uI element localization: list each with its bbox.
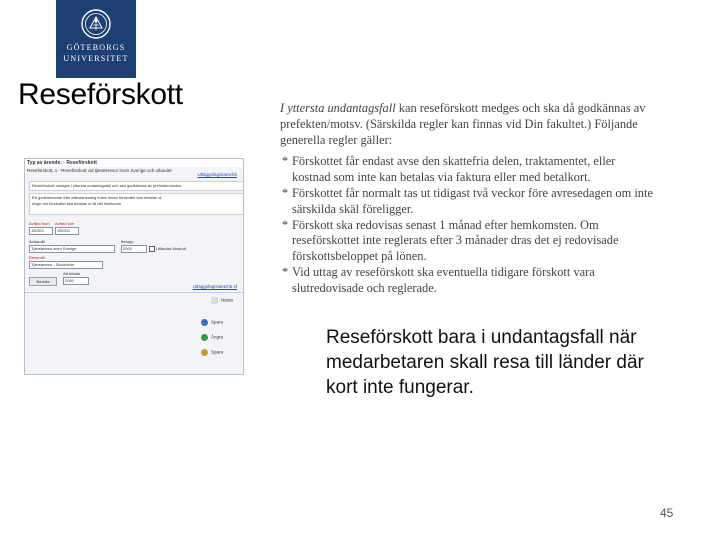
next-arrow-icon <box>211 297 218 304</box>
label-other: Utländsk förskott <box>156 246 186 251</box>
side-button-1[interactable] <box>201 319 223 326</box>
form-help-link[interactable]: Utläggsfägistaetchb <box>197 172 237 177</box>
logo-line-1: GÖTEBORGS <box>66 43 126 52</box>
label-paid: Att betala <box>63 271 80 276</box>
form-screenshot <box>24 158 244 375</box>
undo-button-label: Ångra <box>211 334 224 340</box>
form-divider <box>25 292 243 293</box>
rule-item: * Förskottet får normalt tas ut tidigast två veckor före avresedagen om inte särskilda skäl föreligger. <box>280 186 655 218</box>
rules-intro-text: kan reseförskott medges och ska då godkännas av prefekten/motsv. (Särskilda regler kan finnas vid Din fakultet.) Följande generella regler gäller: <box>280 101 646 147</box>
label-amount: Belopp <box>121 239 134 244</box>
save-icon <box>201 319 208 326</box>
undo-icon <box>201 334 208 341</box>
rules-intro <box>280 101 655 148</box>
side-button-1-label: Spara <box>211 319 224 325</box>
foreign-advance-checkbox[interactable] <box>149 246 155 252</box>
save-icon-2 <box>201 349 208 356</box>
amount-field[interactable]: 2000 <box>121 245 147 253</box>
label-purpose: Ändamål <box>29 239 45 244</box>
form-note-1: Reseförskott medges i yttersta undantagsfall och ska godkännas av prefekten/motsv. <box>29 181 244 191</box>
label-from: Avfärd from <box>29 221 50 226</box>
slide-title: Reseförskott <box>18 78 183 111</box>
form-header: Typ av ärende: - Reseförskott <box>25 159 243 167</box>
to-date-field[interactable]: 150311 <box>55 227 79 235</box>
university-logo <box>56 0 136 78</box>
purpose-select[interactable]: Tjänsteresa inom Sverige <box>29 245 115 253</box>
rule-item: * Förskottet får endast avse den skattefria delen, traktamentet, eller kostnad som inte kan betalas via faktura eller med betalkort. <box>280 154 655 186</box>
label-to: Avfärd tom <box>55 221 75 226</box>
form-footer-link[interactable]: Utläggsfägistaetchb.sf <box>192 284 237 289</box>
rules-intro-emphasis: I yttersta undantagsfall <box>280 101 396 115</box>
rules-excerpt <box>280 101 655 297</box>
rule-item: * Förskott ska redovisas senast 1 månad efter hemkomsten. Om reseförskottet inte reglerats efter 3 månader dras det ej redovisade förskottsbeloppet på lönen. <box>280 218 655 265</box>
from-date-field[interactable]: 150311 <box>29 227 53 235</box>
destination-field[interactable]: Tjänsteresa - Stockholm <box>29 261 103 269</box>
add-button[interactable]: Bereda <box>29 277 57 286</box>
amount-to-pay-field[interactable]: 2000 <box>63 277 89 285</box>
form-note-box <box>29 193 244 215</box>
undo-button[interactable] <box>201 334 223 341</box>
slide-caption: Reseförskott bara i undantagsfall när medarbetaren skall resa till länder där kort inte fungerar. <box>326 327 644 398</box>
form-note-3: Ange om förskottet ska betalas ut till ditt lönekonto. <box>32 201 123 206</box>
side-button-3[interactable] <box>201 349 223 356</box>
form-subheader: Reseförskott, 1 - Reseförskott vid tjänsteresor inom Sverige och utlandet <box>27 168 172 173</box>
form-note-2: Ett godkännande från attestansvarig krävs innan förskottet kan betalas ut. <box>32 195 163 200</box>
side-button-3-label: Spara <box>211 349 224 355</box>
label-destination: Resemål <box>29 255 45 260</box>
next-button[interactable] <box>211 297 233 304</box>
next-button-label: Nästa <box>221 297 233 303</box>
rule-item: * Vid uttag av reseförskott ska eventuella tidigare förskott vara slutredovisade och reglerade. <box>280 265 655 297</box>
page-number: 45 <box>660 506 674 520</box>
rules-list <box>280 154 655 296</box>
university-seal-icon <box>80 8 112 40</box>
logo-line-2: UNIVERSITET <box>63 54 129 63</box>
